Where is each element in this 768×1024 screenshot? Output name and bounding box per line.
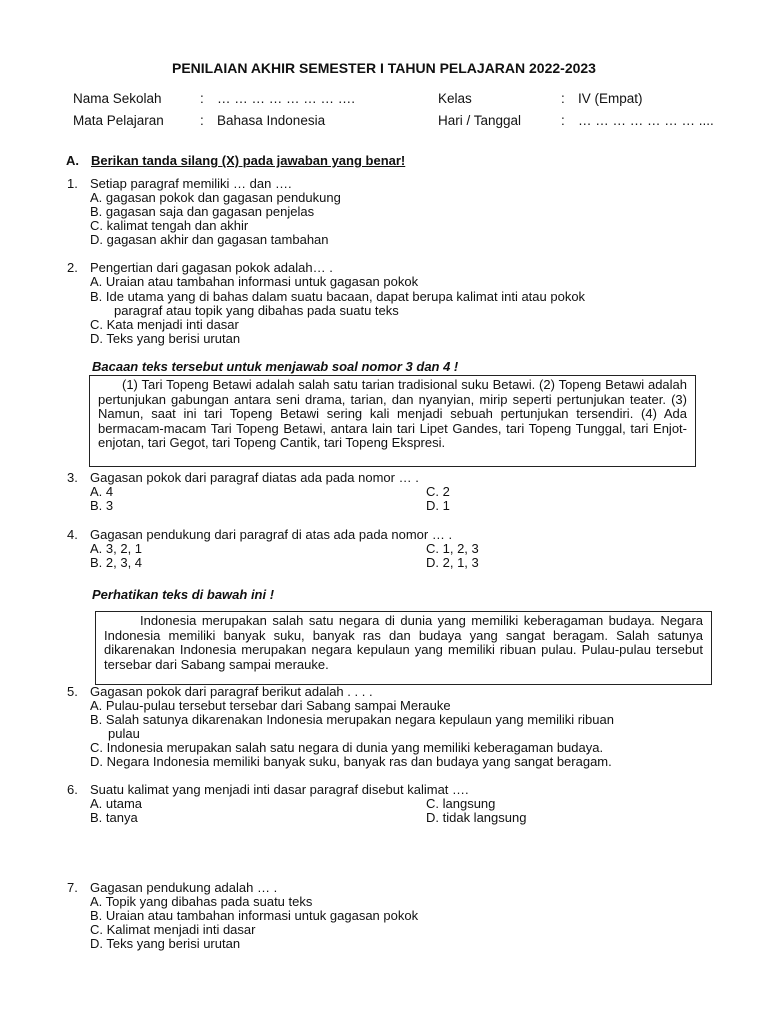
passage-text-2: Indonesia merupakan salah satu negara di dunia yang memiliki keberagaman budaya. Negara Indonesia memiliki banyak suku, banyak ras dan budaya yang sangat beragam. Salah satunya dikarenakan Indonesia merupakan negara kepulaun yang memiliki ribuan pulau. Pulau-pulau tersebut tersebar dari Sabang sampai merauke. [104, 613, 703, 672]
q5-option-c: C. Indonesia merupakan salah satu negara di dunia yang memiliki keberagaman budaya. [90, 740, 604, 755]
subject-separator: : [200, 113, 204, 128]
q3-option-d: D. 1 [426, 498, 450, 513]
q2-option-b-continued: paragraf atau topik yang dibahas pada suatu teks [114, 303, 399, 318]
section-instruction [91, 153, 405, 168]
q1-number: 1. [67, 176, 78, 191]
q6-option-b: B. tanya [90, 810, 138, 825]
q3-option-c: C. 2 [426, 484, 450, 499]
date-separator: : [561, 113, 565, 128]
q3-option-b: B. 3 [90, 498, 114, 513]
q6-text: Suatu kalimat yang menjadi inti dasar paragraf disebut kalimat …. [90, 782, 469, 797]
q2-number: 2. [67, 260, 78, 275]
q7-text: Gagasan pendukung adalah … . [90, 880, 278, 895]
q2-text: Pengertian dari gagasan pokok adalah… . [90, 260, 333, 275]
date-value: … … … … … … … .... [578, 113, 714, 128]
q4-option-b: B. 2, 3, 4 [90, 555, 143, 570]
q1-option-b: B. gagasan saja dan gagasan penjelas [90, 204, 315, 219]
subject-value: Bahasa Indonesia [217, 113, 326, 128]
q5-option-d: D. Negara Indonesia memiliki banyak suku, banyak ras dan budaya yang sangat beragam. [90, 754, 612, 769]
q7-option-a: A. Topik yang dibahas pada suatu teks [90, 894, 313, 909]
q2-option-b: B. Ide utama yang di bahas dalam suatu bacaan, dapat berupa kalimat inti atau pokok [90, 289, 586, 304]
q4-option-d: D. 2, 1, 3 [426, 555, 479, 570]
q6-option-d: D. tidak langsung [426, 810, 527, 825]
q5-number: 5. [67, 684, 78, 699]
q5-text: Gagasan pokok dari paragraf berikut adalah . . . . [90, 684, 373, 699]
class-value: IV (Empat) [578, 91, 643, 106]
subject-label: Mata Pelajaran [73, 113, 164, 128]
date-label: Hari / Tanggal [438, 113, 522, 128]
q2-option-c: C. Kata menjadi inti dasar [90, 317, 239, 332]
q5-option-a: A. Pulau-pulau tersebut tersebar dari Sabang sampai Merauke [90, 698, 451, 713]
school-value: … … … … … … … …. [217, 91, 356, 106]
class-label: Kelas [438, 91, 472, 106]
reading-instruction-2: Perhatikan teks di bawah ini ! [92, 587, 275, 602]
q6-option-a: A. utama [90, 796, 143, 811]
q4-number: 4. [67, 527, 78, 542]
q4-option-a: A. 3, 2, 1 [90, 541, 143, 556]
q6-number: 6. [67, 782, 78, 797]
q1-option-a: A. gagasan pokok dan gagasan pendukung [90, 190, 341, 205]
q5-option-b: B. Salah satunya dikarenakan Indonesia merupakan negara kepulaun yang memiliki ribuan [90, 712, 614, 727]
q3-text: Gagasan pokok dari paragraf diatas ada pada nomor … . [90, 470, 419, 485]
q5-option-b-continued: pulau [108, 726, 140, 741]
class-separator: : [561, 91, 565, 106]
q7-option-b: B. Uraian atau tambahan informasi untuk gagasan pokok [90, 908, 419, 923]
q4-option-c: C. 1, 2, 3 [426, 541, 479, 556]
q7-option-c: C. Kalimat menjadi inti dasar [90, 922, 256, 937]
q1-text: Setiap paragraf memiliki … dan …. [90, 176, 292, 191]
q7-number: 7. [67, 880, 78, 895]
page-title: PENILAIAN AKHIR SEMESTER I TAHUN PELAJARAN 2022-2023 [172, 60, 596, 76]
school-separator: : [200, 91, 204, 106]
q1-option-d: D. gagasan akhir dan gagasan tambahan [90, 232, 329, 247]
passage-box-2 [95, 611, 712, 685]
section-letter: A. [66, 153, 79, 168]
q7-option-d: D. Teks yang berisi urutan [90, 936, 241, 951]
q3-number: 3. [67, 470, 78, 485]
q4-text: Gagasan pendukung dari paragraf di atas ada pada nomor … . [90, 527, 453, 542]
passage-text: (1) Tari Topeng Betawi adalah salah satu tarian tradisional suku Betawi. (2) Topeng Betawi adalah pertunjukan gabungan antara seni drama, tarian, dan nyanyian, mirip seperti pertunjukan teater. (3) Namun, saat ini tari Topeng Betawi sering kali menjadi sebuah pertunjukan tersendiri. (4) Ada bermacam-macam Tari Topeng Betawi, antara lain tari Lipet Gandes, tari Topeng Tunggal, tari Enjot-enjotan, tari Gegot, tari Topeng Cantik, tari Topeng Ekspresi. [98, 377, 687, 451]
passage-box [89, 375, 696, 467]
q2-option-d: D. Teks yang berisi urutan [90, 331, 241, 346]
reading-instruction: Bacaan teks tersebut untuk menjawab soal nomor 3 dan 4 ! [92, 359, 459, 374]
school-label: Nama Sekolah [73, 91, 162, 106]
q6-option-c: C. langsung [426, 796, 496, 811]
q3-option-a: A. 4 [90, 484, 114, 499]
q2-option-a: A. Uraian atau tambahan informasi untuk gagasan pokok [90, 274, 419, 289]
q1-option-c: C. kalimat tengah dan akhir [90, 218, 249, 233]
section-instruction-text: Berikan tanda silang (X) pada jawaban yang benar! [91, 153, 406, 168]
